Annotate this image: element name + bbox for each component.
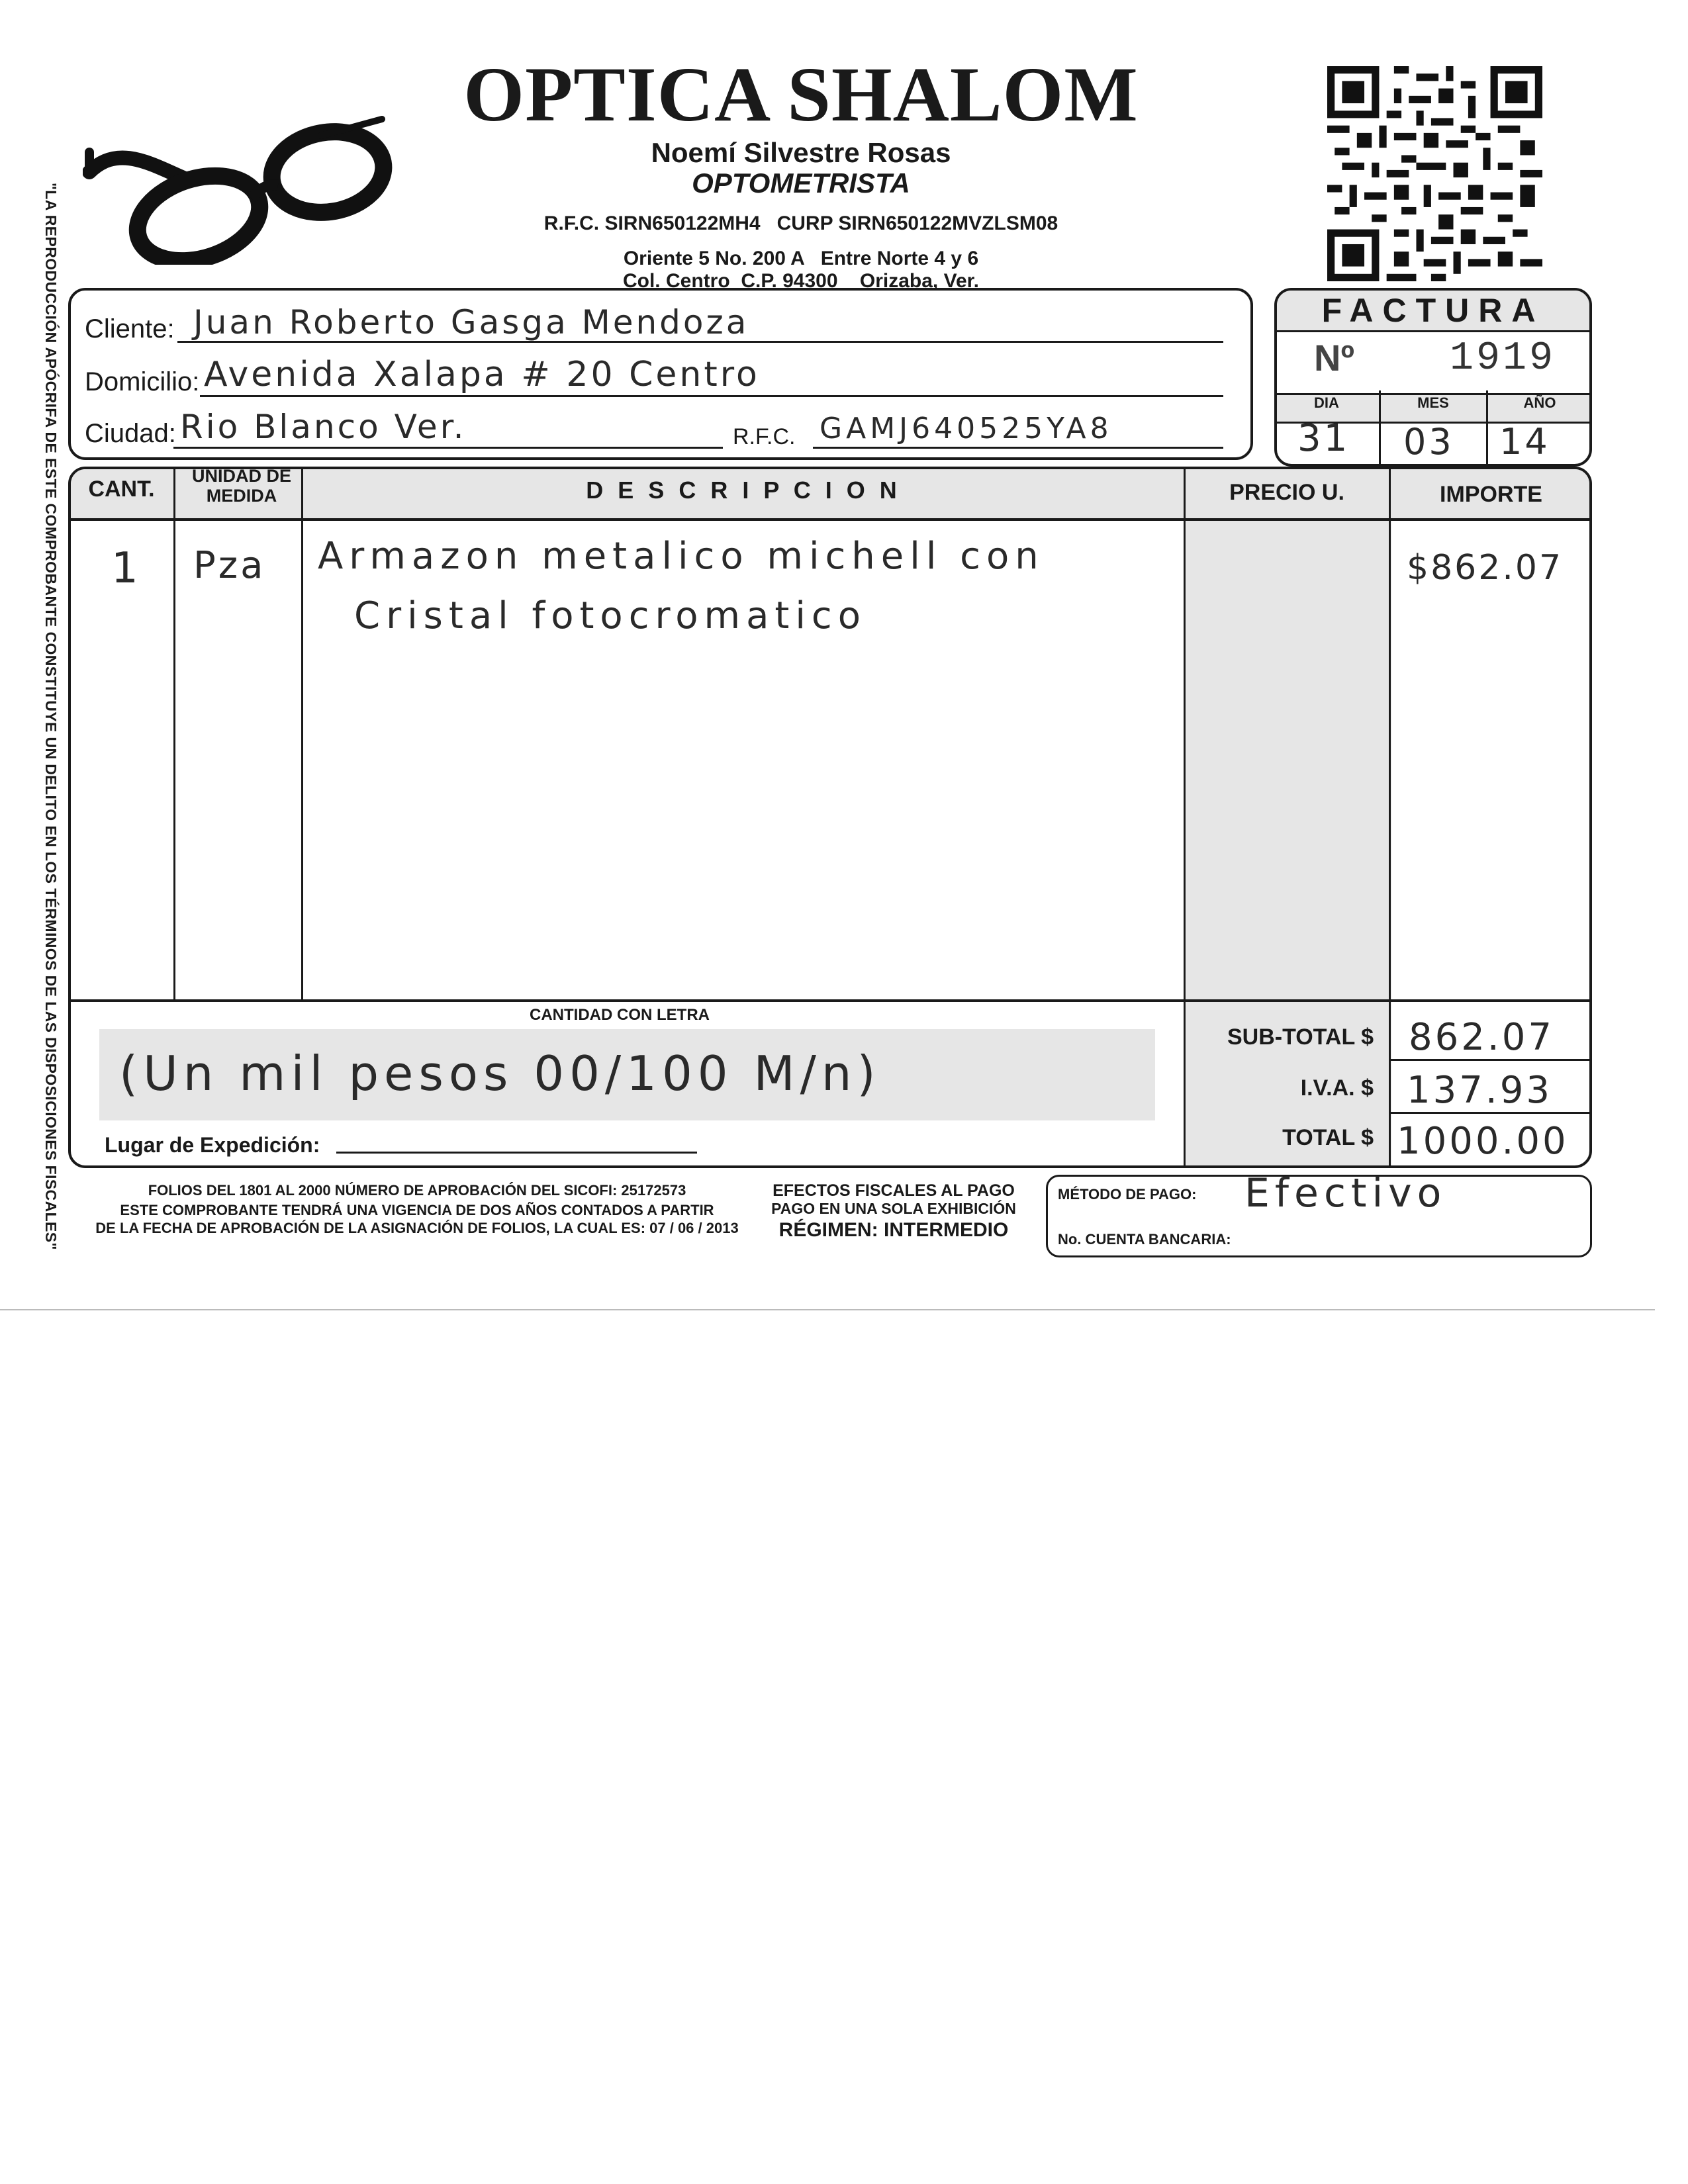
date-day-value: 31 <box>1297 417 1350 460</box>
col-line-3 <box>1184 467 1186 1168</box>
iva-label: I.V.A. $ <box>1300 1075 1374 1101</box>
words-label: CANTIDAD CON LETRA <box>530 1006 710 1024</box>
words-value: (Un mil pesos 00/100 M/n) <box>119 1046 881 1101</box>
total-label: TOTAL $ <box>1282 1125 1374 1150</box>
col-line-1 <box>173 467 175 999</box>
business-profession: OPTOMETRISTA <box>692 167 910 199</box>
client-city-line <box>173 447 723 449</box>
client-address-value: Avenida Xalapa # 20 Centro <box>204 355 760 394</box>
glasses-logo-icon <box>83 99 394 265</box>
subtotal-value: 862.07 <box>1409 1016 1554 1059</box>
client-rfc-value: GAMJ640525YA8 <box>820 412 1113 445</box>
factura-number-label: Nº <box>1314 337 1354 379</box>
iva-value: 137.93 <box>1407 1069 1552 1112</box>
table-header-line <box>70 518 1591 521</box>
date-year-value: 14 <box>1499 421 1550 463</box>
client-address-line <box>200 395 1223 397</box>
effects-line-2: PAGO EN UNA SOLA EXHIBICIÓN <box>771 1200 1016 1217</box>
account-label: No. CUENTA BANCARIA: <box>1058 1231 1231 1248</box>
client-rfc-line <box>813 447 1223 449</box>
client-rfc-label: R.F.C. <box>733 424 796 449</box>
place-line <box>336 1152 697 1154</box>
date-month-value: 03 <box>1403 421 1454 463</box>
col-line-4 <box>1389 467 1391 1168</box>
header-price: PRECIO U. <box>1229 480 1344 505</box>
effects-block <box>761 1181 1026 1243</box>
table-body-end-line <box>70 999 1591 1002</box>
qr-code-icon <box>1327 66 1542 281</box>
business-address-1: Oriente 5 No. 200 A Entre Norte 4 y 6 <box>623 248 979 269</box>
factura-number: 1919 <box>1450 336 1556 381</box>
header-qty: CANT. <box>88 477 155 502</box>
header-unit: UNIDAD DE MEDIDA <box>191 466 291 506</box>
row-1-qty: 1 <box>111 544 141 593</box>
factura-title: FACTURA <box>1321 292 1545 329</box>
col-line-2 <box>301 467 303 999</box>
client-address-label: Domicilio: <box>85 367 200 396</box>
folios-line-3: DE LA FECHA DE APROBACIÓN DE LA ASIGNACIÓN DE FOLIOS, LA CUAL ES: 07 / 06 / 2013 <box>95 1220 739 1236</box>
subtotal-label: SUB-TOTAL $ <box>1227 1024 1374 1050</box>
business-rfc-curp: R.F.C. SIRN650122MH4 CURP SIRN650122MVZLSM08 <box>543 212 1058 234</box>
effects-line-1: EFECTOS FISCALES AL PAGO <box>773 1181 1015 1200</box>
row-1-unit: Pza <box>193 544 266 587</box>
regime: RÉGIMEN: INTERMEDIO <box>778 1219 1009 1241</box>
business-name: OPTICA SHALOM <box>463 51 1139 138</box>
row-1-description-line-1: Armazon metalico michell con <box>318 535 1045 578</box>
totals-line-1 <box>1389 1059 1591 1061</box>
date-month-label: MES <box>1417 394 1449 411</box>
date-year-label: AÑO <box>1523 394 1556 411</box>
folios-line-2: ESTE COMPROBANTE TENDRÁ UNA VIGENCIA DE DOS AÑOS CONTADOS A PARTIR <box>120 1202 714 1218</box>
header-amount: IMPORTE <box>1440 482 1542 507</box>
folios-block <box>73 1181 761 1237</box>
client-city-label: Ciudad: <box>85 419 176 448</box>
side-legend <box>38 183 60 1250</box>
payment-label: MÉTODO DE PAGO: <box>1058 1186 1197 1203</box>
business-header <box>437 51 1165 293</box>
row-1-description-line-2: Cristal fotocromatico <box>354 594 867 637</box>
side-legend-text: "LA REPRODUCCIÓN APÓCRIFA DE ESTE COMPROBANTE CONSTITUYE UN DELITO EN LOS TÉRMINOS DE LAS DISPOSICIONES FISCALES" <box>42 183 60 1250</box>
client-city-value: Rio Blanco Ver. <box>180 408 467 446</box>
client-name-label: Cliente: <box>85 314 175 343</box>
row-1-amount: $862.07 <box>1407 548 1564 588</box>
place-label: Lugar de Expedición: <box>105 1133 320 1157</box>
form-edge-line <box>0 1309 1655 1310</box>
totals-line-2 <box>1389 1112 1591 1114</box>
header-description: D E S C R I P C I O N <box>586 477 901 504</box>
date-day-label: DIA <box>1314 394 1339 411</box>
folios-line-1: FOLIOS DEL 1801 AL 2000 NÚMERO DE APROBACIÓN DEL SICOFI: 25172573 <box>148 1182 686 1199</box>
business-address-2: Col. Centro C.P. 94300 Orizaba, Ver. <box>622 270 979 292</box>
total-value: 1000.00 <box>1397 1120 1569 1163</box>
payment-value: Efectivo <box>1244 1170 1447 1216</box>
client-name-value: Juan Roberto Gasga Mendoza <box>193 303 749 341</box>
totals-shade <box>1186 469 1391 1165</box>
business-owner: Noemí Silvestre Rosas <box>651 137 951 168</box>
